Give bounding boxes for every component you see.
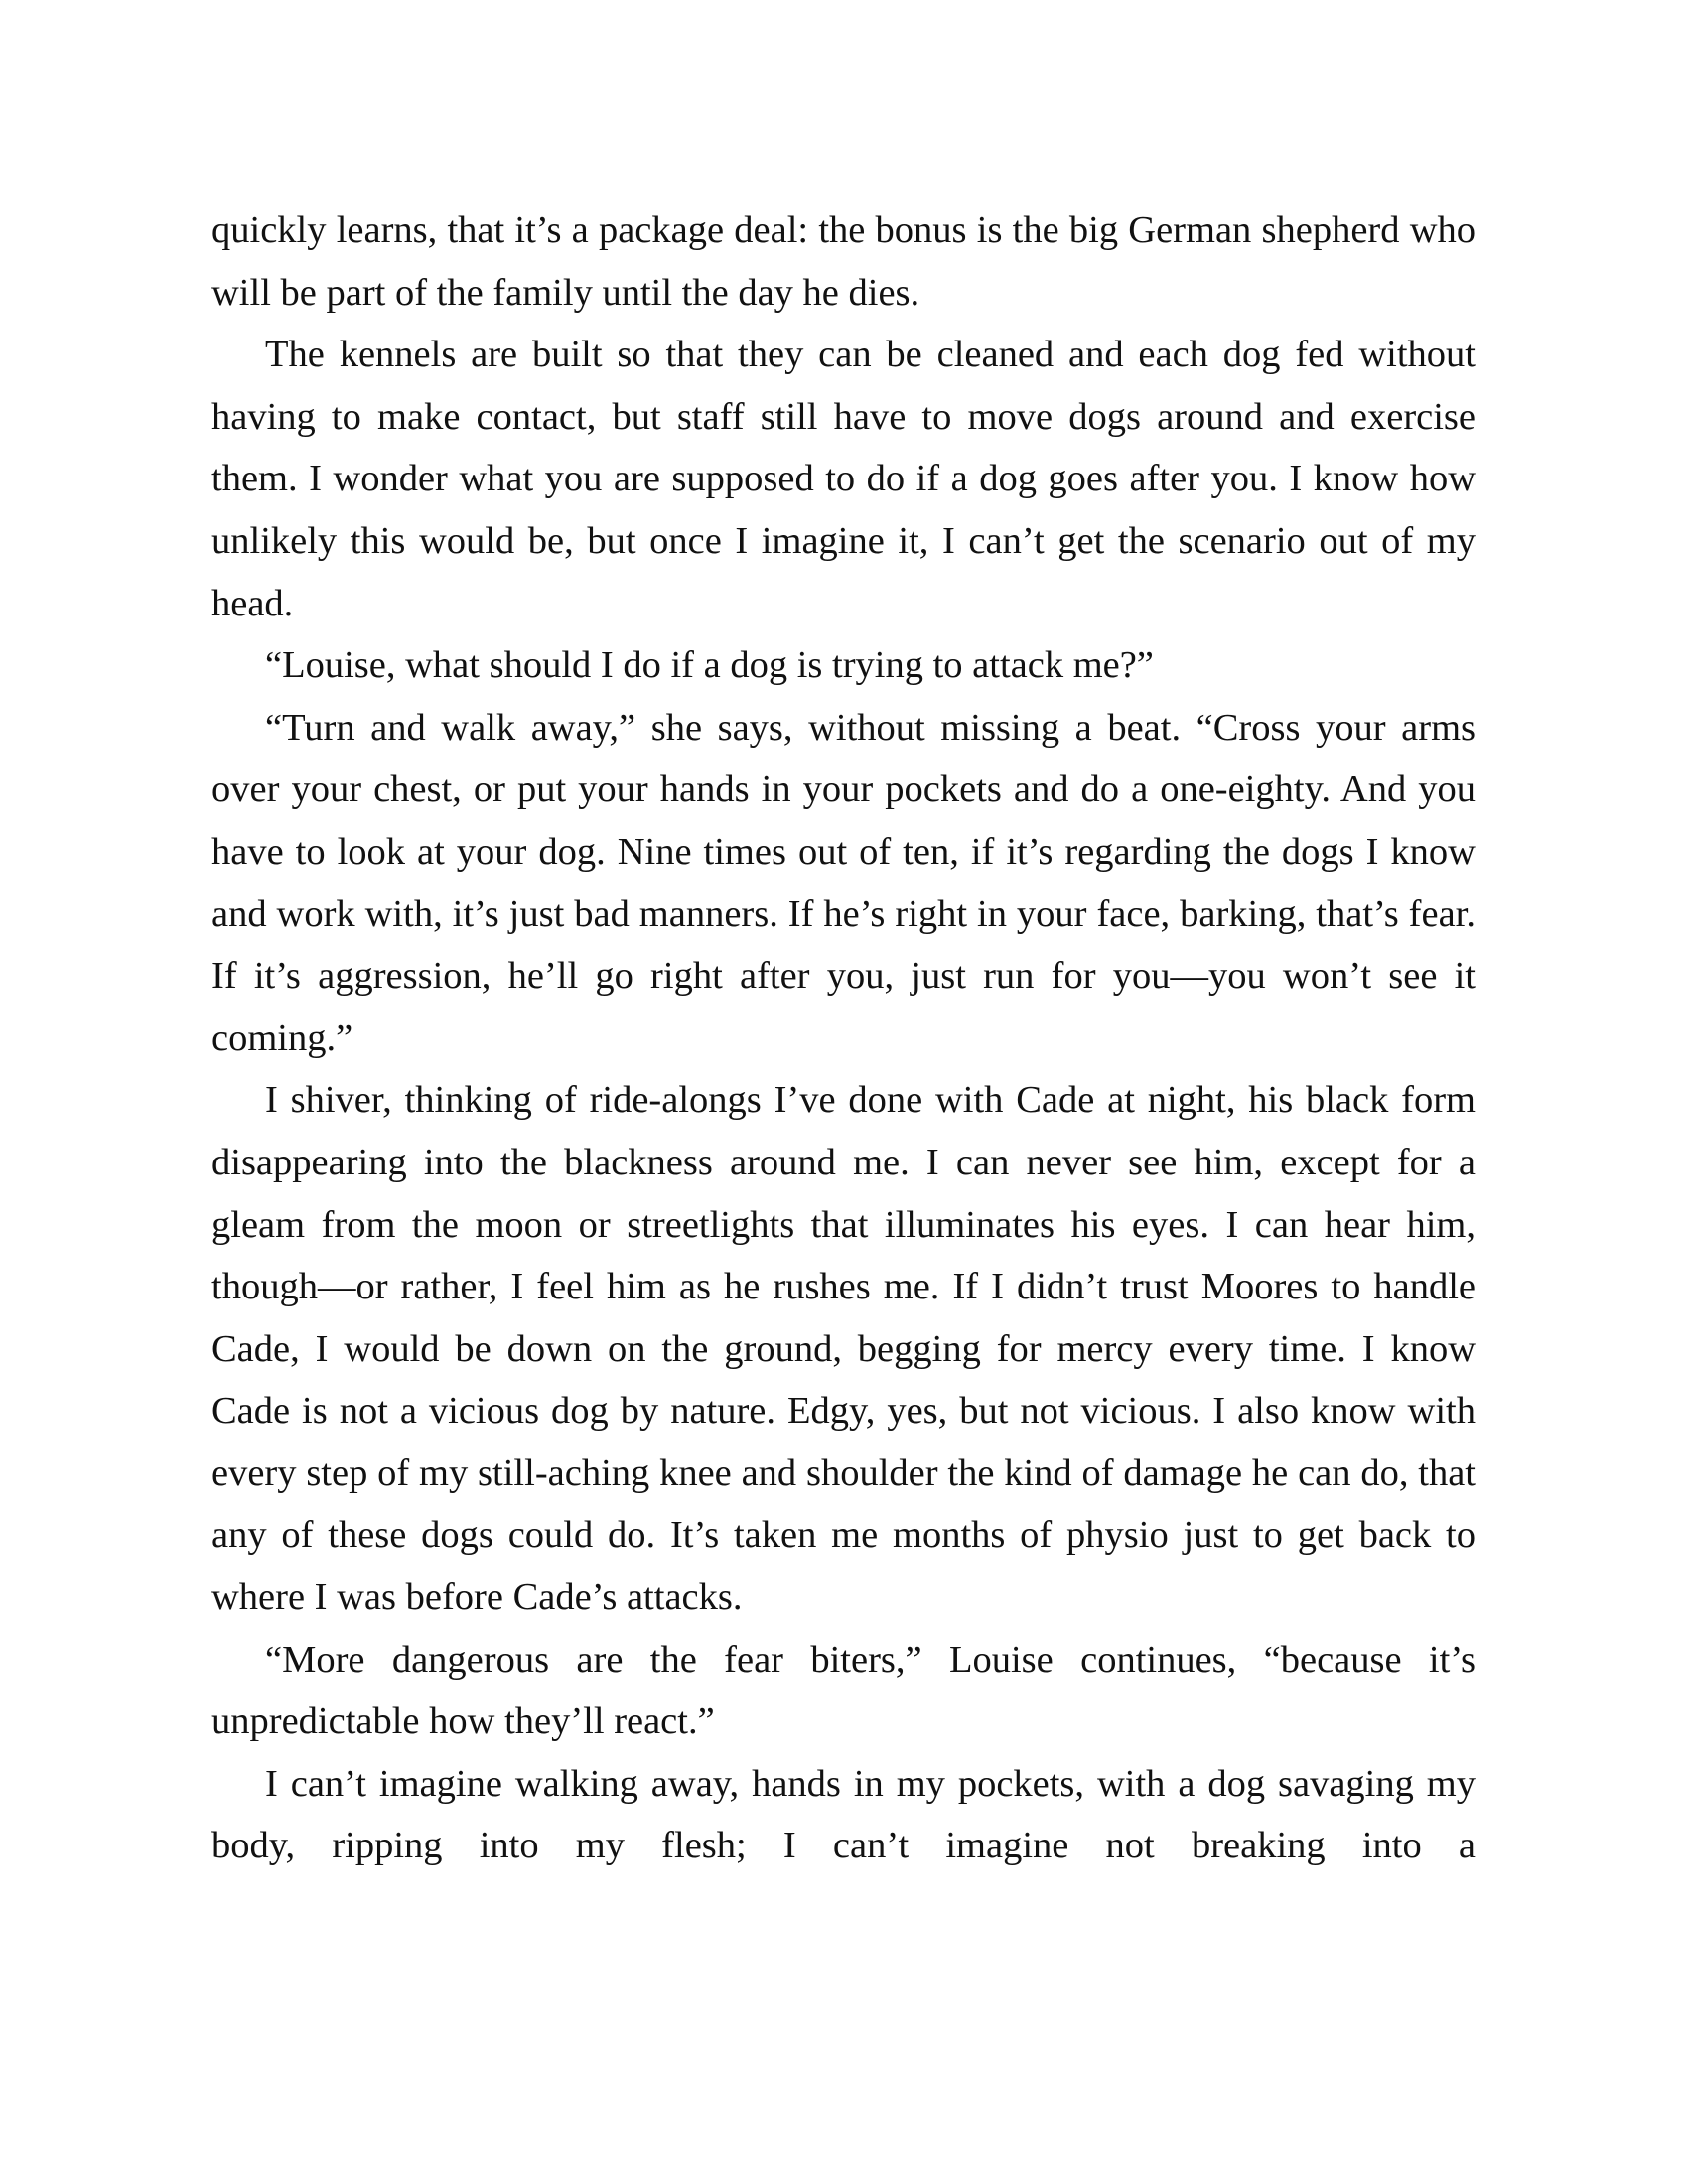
paragraph-question: “Louise, what should I do if a dog is trying to attack me?”	[265, 644, 1154, 687]
paragraph-fear-biters: “More dangerous are the fear biters,” Louise continues, “because it’s unpredictable how they’ll react.”	[211, 1638, 1476, 1743]
paragraph-cant-imagine: I can’t imagine walking away, hands in my pockets, with a dog savaging my body, ripping into my flesh; I can’t imagine not breaking into a	[211, 1762, 1476, 1867]
body-text	[211, 200, 1476, 1877]
paragraph-kennels: The kennels are built so that they can be cleaned and each dog fed without having to make contact, but staff still have to move dogs around and exercise them. I wonder what you are supposed to do if a dog goes after you. I know how unlikely this would be, but once I imagine it, I can’t get the scenario out of my head.	[211, 334, 1476, 624]
paragraph-louise-advice: “Turn and walk away,” she says, without missing a beat. “Cross your arms over your chest, or put your hands in your pockets and do a one-eighty. And you have to look at your dog. Nine times out of ten, if it’s regarding the dogs I know and work with, it’s just bad manners. If he’s right in your face, barking, that’s fear. If it’s aggression, he’ll go right after you, just run for you—you won’t see it coming.”	[211, 706, 1476, 1059]
paragraph-continuation: quickly learns, that it’s a package deal: the bonus is the big German shepherd who will be part of the family until the day he dies.	[211, 209, 1476, 314]
paragraph-shiver: I shiver, thinking of ride-alongs I’ve done with Cade at night, his black form disappearing into the blackness around me. I can never see him, except for a gleam from the moon or streetlights that illuminates his eyes. I can hear him, though—or rather, I feel him as he rushes me. If I didn’t trust Moores to handle Cade, I would be down on the ground, begging for mercy every time. I know Cade is not a vicious dog by nature. Edgy, yes, but not vicious. I also know with every step of my still-aching knee and shoulder the kind of damage he can do, that any of these dogs could do. It’s taken me months of physio just to get back to where I was before Cade’s attacks.	[211, 1079, 1476, 1619]
